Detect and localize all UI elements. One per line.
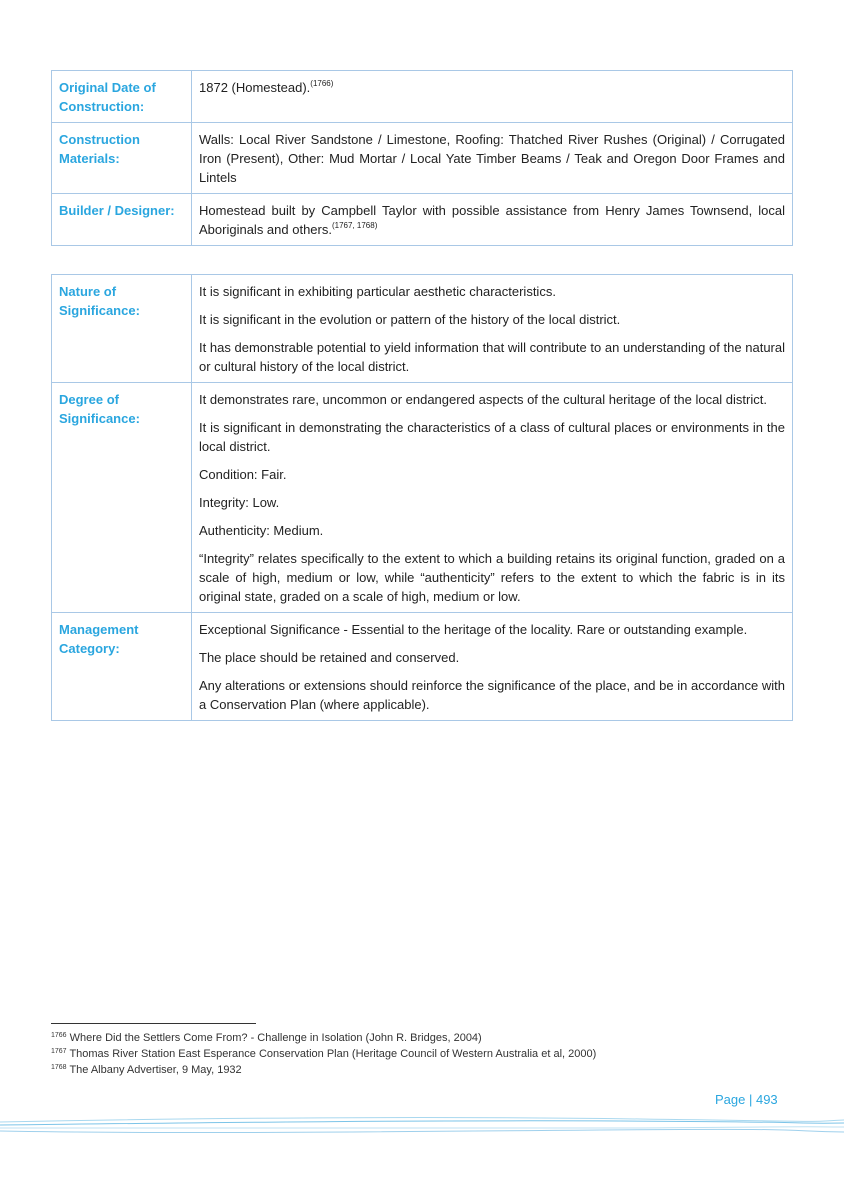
table-row [52, 194, 793, 246]
value-text: 1872 (Homestead). [199, 80, 311, 95]
row-label: Construction Materials: [52, 123, 192, 194]
footnote-text: The Albany Advertiser, 9 May, 1932 [69, 1064, 242, 1076]
paragraph: It is significant in the evolution or pattern of the history of the local district. [199, 312, 621, 327]
footnote-number: 1767 [51, 1048, 67, 1055]
row-label: Builder / Designer: [52, 194, 192, 246]
paragraph: Condition: Fair. [199, 467, 287, 482]
footnote-number: 1768 [51, 1064, 67, 1071]
row-label: Original Date of Construction: [52, 71, 192, 123]
footnote-ref: (1766) [310, 79, 334, 88]
decorative-wave-lines [0, 1108, 844, 1138]
paragraph: Integrity: Low. [199, 495, 280, 510]
row-value [192, 613, 793, 721]
table-row [52, 613, 793, 721]
row-value [192, 275, 793, 383]
page-number: Page | 493 [715, 1092, 778, 1107]
table-row [52, 275, 793, 383]
footnote-ref: (1767, 1768) [331, 221, 378, 230]
paragraph: “Integrity” relates specifically to the extent to which a building retains its original function, graded on a scale of high, medium or low, while “authenticity” refers to the extent to which the fabric is in its original state, graded on a scale of high, medium or low. [199, 551, 785, 604]
footnote [51, 1030, 596, 1046]
footnote [51, 1062, 596, 1078]
paragraph: It is significant in exhibiting particular aesthetic characteristics. [199, 284, 556, 299]
footnote-text: Where Did the Settlers Come From? - Challenge in Isolation (John R. Bridges, 2004) [69, 1032, 482, 1044]
row-value: Walls: Local River Sandstone / Limestone, Roofing: Thatched River Rushes (Original) / Corrugated Iron (Present), Other: Mud Mortar / Local Yate Timber Beams / Teak and Oregon Door Frames and Lintels [192, 123, 793, 194]
row-value [192, 71, 793, 123]
footnote-text: Thomas River Station East Esperance Conservation Plan (Heritage Council of Western Australia et al, 2000) [69, 1048, 597, 1060]
row-label: Nature of Significance: [52, 275, 192, 383]
paragraph: Authenticity: Medium. [199, 523, 324, 538]
construction-details-table [51, 70, 793, 246]
footnotes [51, 1030, 596, 1078]
paragraph: It has demonstrable potential to yield information that will contribute to an understanding of the natural or cultural history of the local district. [199, 340, 785, 374]
table-row [52, 123, 793, 194]
paragraph: It is significant in demonstrating the characteristics of a class of cultural places or environments in the local district. [199, 420, 785, 454]
footnote-divider [51, 1023, 256, 1024]
paragraph: It demonstrates rare, uncommon or endangered aspects of the cultural heritage of the local district. [199, 392, 767, 407]
footnote [51, 1046, 596, 1062]
row-value [192, 194, 793, 246]
table-row [52, 71, 793, 123]
paragraph: The place should be retained and conserved. [199, 650, 460, 665]
significance-table [51, 274, 793, 721]
row-value [192, 383, 793, 613]
table-row [52, 383, 793, 613]
paragraph: Exceptional Significance - Essential to the heritage of the locality. Rare or outstanding example. [199, 622, 748, 637]
paragraph: Any alterations or extensions should reinforce the significance of the place, and be in accordance with a Conservation Plan (where applicable). [199, 678, 785, 712]
value-text: Homestead built by Campbell Taylor with possible assistance from Henry James Townsend, local Aboriginals and others. [199, 203, 785, 237]
footnote-number: 1766 [51, 1032, 67, 1039]
row-label: Management Category: [52, 613, 192, 721]
row-label: Degree of Significance: [52, 383, 192, 613]
